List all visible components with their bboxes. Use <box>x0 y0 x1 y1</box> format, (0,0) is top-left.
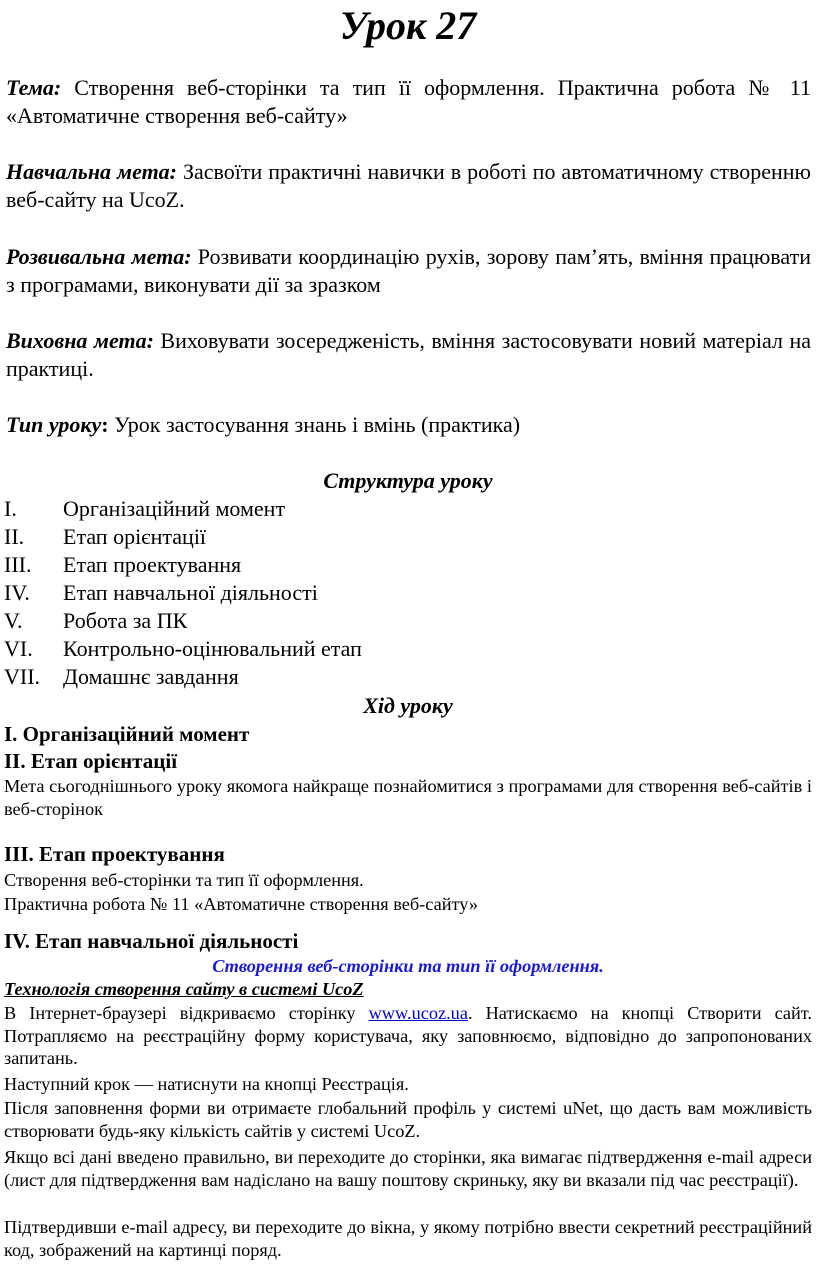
topic-paragraph <box>6 74 811 129</box>
section-text: Створення веб-сторінки та тип її оформлення. <box>4 870 364 890</box>
structure-item-number: VII. <box>4 664 41 689</box>
structure-item-text: Домашнє завдання <box>63 664 239 689</box>
section-heading: IV. Етап навчальної діяльності <box>4 929 299 953</box>
section-text: Мета сьогоднішнього уроку якомога найкраще познайомитися з програмами для створення веб-сайтів і веб-сторінок <box>4 776 812 819</box>
lesson-type-label: Тип уроку <box>6 412 102 437</box>
section-heading: III. Етап проектування <box>4 842 225 866</box>
subsection-title: Створення веб-сторінки та тип її оформлення. <box>212 956 604 976</box>
structure-item-number: III. <box>4 552 32 577</box>
structure-item-number: VI. <box>4 636 33 661</box>
paragraph-text: . Натискаємо на кнопці Створити сайт. Потрапляємо на реєстраційну форму користувача, яку заповнюємо, відповідно до запропонованих запитань. <box>4 1003 812 1069</box>
section-text: Практична робота № 11 «Автоматичне створення веб-сайту» <box>4 894 478 914</box>
section-heading: II. Етап орієнтації <box>4 749 178 773</box>
topic-label: Тема: <box>6 75 62 100</box>
structure-item-text: Робота за ПК <box>63 608 188 633</box>
technology-title: Технологія створення сайту в системі UcoZ <box>4 979 364 999</box>
structure-item-number: IV. <box>4 580 30 605</box>
developing-goal-paragraph <box>6 243 811 298</box>
paragraph-text: В Інтернет-браузері відкриваємо сторінку <box>4 1003 369 1023</box>
paragraph: Після заповнення форми ви отримаєте глобальний профіль у системі uNet, що дасть вам можливість створювати будь-яку кількість сайтів у системі UcoZ. <box>4 1098 812 1141</box>
structure-item-text: Етап проектування <box>63 552 242 577</box>
developing-goal-label: Розвивальна мета: <box>6 244 192 269</box>
paragraph: Якщо всі дані введено правильно, ви переходите до сторінки, яка вимагає підтвердження e-mail адреси (лист для підтвердження вам надіслано на вашу поштову скриньку, яку ви вказали під час реєстрації). <box>4 1147 812 1190</box>
paragraph: Наступний крок — натиснути на кнопці Реєстрація. <box>4 1074 409 1094</box>
structure-item-text: Організаційний момент <box>63 496 286 521</box>
learning-goal-paragraph <box>6 158 811 213</box>
learning-goal-text: Засвоїти практичні навички в роботі по автоматичному створенню веб-сайту на UcoZ. <box>6 159 811 212</box>
lesson-flow-heading: Хід уроку <box>363 693 453 718</box>
lesson-type-paragraph <box>6 411 811 439</box>
ucoz-link[interactable]: www.ucoz.ua <box>368 1003 468 1023</box>
developing-goal-text: Розвивати координацію рухів, зорову пам’ять, вміння працювати з програмами, виконувати дії за зразком <box>6 244 811 297</box>
structure-item-text: Етап навчальної діяльності <box>63 580 318 605</box>
educational-goal-label: Виховна мета: <box>6 328 154 353</box>
structure-item-number: I. <box>4 496 17 521</box>
structure-heading: Структура уроку <box>323 468 493 493</box>
paragraph <box>4 1002 812 1070</box>
lesson-title: Урок 27 <box>339 3 477 48</box>
structure-item-number: V. <box>4 608 23 633</box>
educational-goal-paragraph <box>6 327 811 382</box>
learning-goal-label: Навчальна мета: <box>6 159 178 184</box>
lesson-type-text: Урок застосування знань і вмінь (практика) <box>108 412 521 437</box>
section-heading: I. Організаційний момент <box>4 722 250 746</box>
topic-text: Створення веб-сторінки та тип її оформлення. Практична робота № 11 «Автоматичне створення веб-сайту» <box>6 75 811 128</box>
educational-goal-text: Виховувати зосередженість, вміння застосовувати новий матеріал на практиці. <box>6 328 812 381</box>
lesson-type-colon: : <box>101 412 109 437</box>
structure-item-number: II. <box>4 524 25 549</box>
paragraph: Підтвердивши e-mail адресу, ви переходите до вікна, у якому потрібно ввести секретний реєстраційний код, зображений на картинці поряд. <box>4 1217 812 1260</box>
structure-item-text: Контрольно-оцінювальний етап <box>63 636 362 661</box>
structure-item-text: Етап орієнтації <box>63 524 207 549</box>
